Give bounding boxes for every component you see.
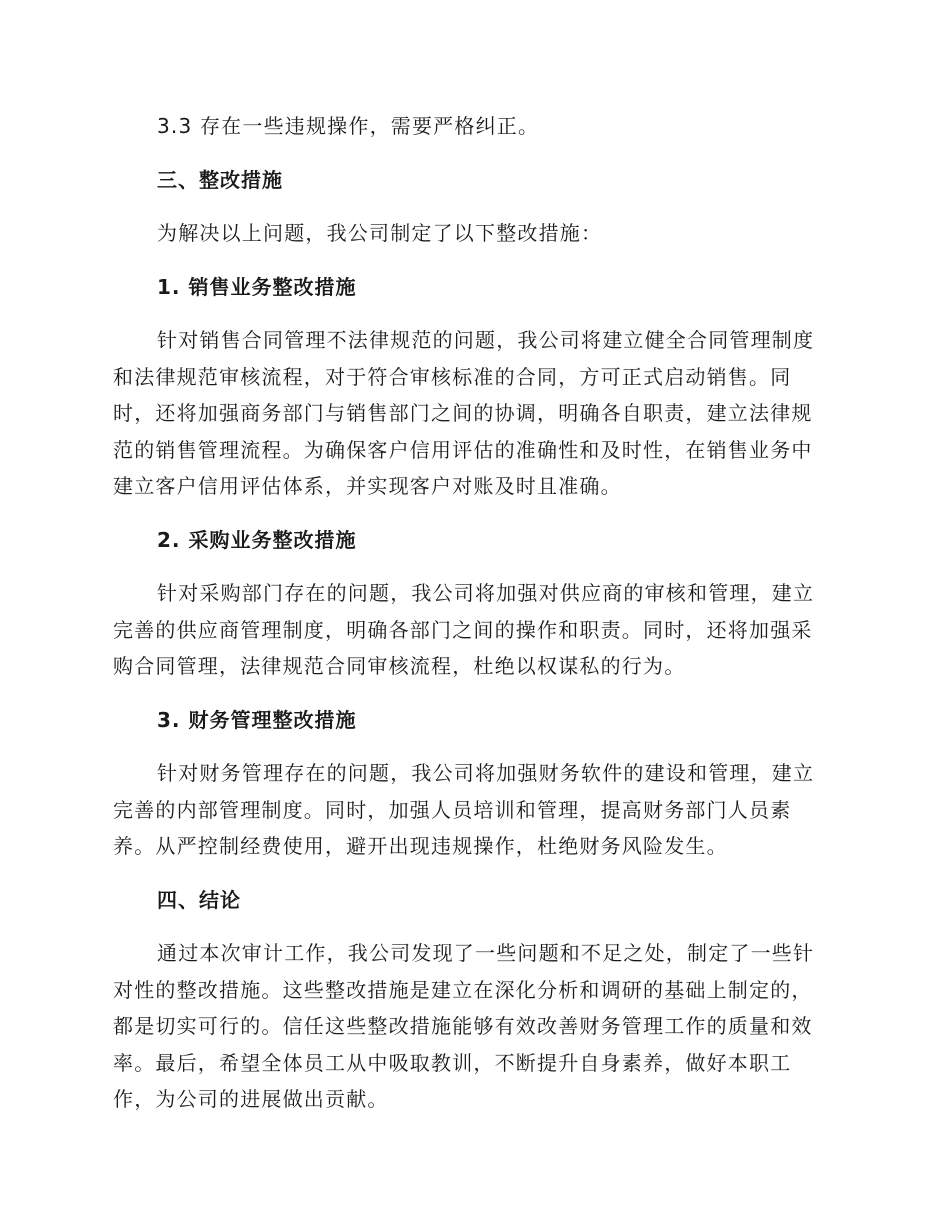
body-text-line: 建立客户信用评估体系，并实现客户对账及时且准确。 — [113, 474, 622, 498]
body-text-line: 和法律规范审核流程，对于符合审核标准的合同，方可正式启动销售。同 — [113, 364, 792, 389]
body-text-line: 对性的整改措施。这些整改措施是建立在深化分析和调研的基础上制定的， — [113, 977, 813, 1002]
body-text-line: 范的销售管理流程。为确保客户信用评估的准确性和及时性，在销售业务中 — [113, 437, 813, 462]
body-text-line: 作，为公司的进展做出贡献。 — [113, 1087, 389, 1111]
section-heading: 三、整改措施 — [157, 167, 283, 192]
body-text-line: 针对销售合同管理不法律规范的问题，我公司将建立健全合同管理制度 — [157, 328, 815, 352]
body-text-line: 率。最后，希望全体员工从中吸取教训，不断提升自身素养，做好本职工 — [113, 1050, 792, 1075]
body-text-line: 完善的供应商管理制度，明确各部门之间的操作和职责。同时，还将加强采 — [113, 617, 813, 642]
body-text-line: 时，还将加强商务部门与销售部门之间的协调，明确各自职责，建立法律规 — [113, 401, 813, 425]
body-text-line: 养。从严控制经费使用，避开出现违规操作，杜绝财务风险发生。 — [113, 834, 728, 858]
section-heading: 四、结论 — [157, 887, 241, 912]
body-text-line: 针对采购部门存在的问题，我公司将加强对供应商的审核和管理，建立 — [157, 581, 815, 605]
body-text-line: 完善的内部管理制度。同时，加强人员培训和管理，提高财务部门人员素 — [113, 797, 792, 822]
body-text-line: 针对财务管理存在的问题，我公司将加强财务软件的建设和管理，建立 — [157, 761, 815, 785]
subsection-heading: 2. 采购业务整改措施 — [157, 527, 357, 552]
body-text-line: 通过本次审计工作，我公司发现了一些问题和不足之处，制定了一些针 — [157, 941, 815, 965]
subsection-heading: 3. 财务管理整改措施 — [157, 707, 357, 732]
body-text-line: 都是切实可行的。信任这些整改措施能够有效改善财务管理工作的质量和效 — [113, 1014, 813, 1038]
document-page — [113, 108, 835, 1118]
body-text-line: 为解决以上问题，我公司制定了以下整改措施： — [157, 221, 603, 245]
body-text-line: 购合同管理，法律规范合同审核流程，杜绝以权谋私的行为。 — [113, 654, 686, 678]
subsection-heading: 1. 销售业务整改措施 — [157, 274, 357, 299]
body-text-line: 3.3 存在一些违规操作，需要严格纠正。 — [157, 114, 540, 138]
